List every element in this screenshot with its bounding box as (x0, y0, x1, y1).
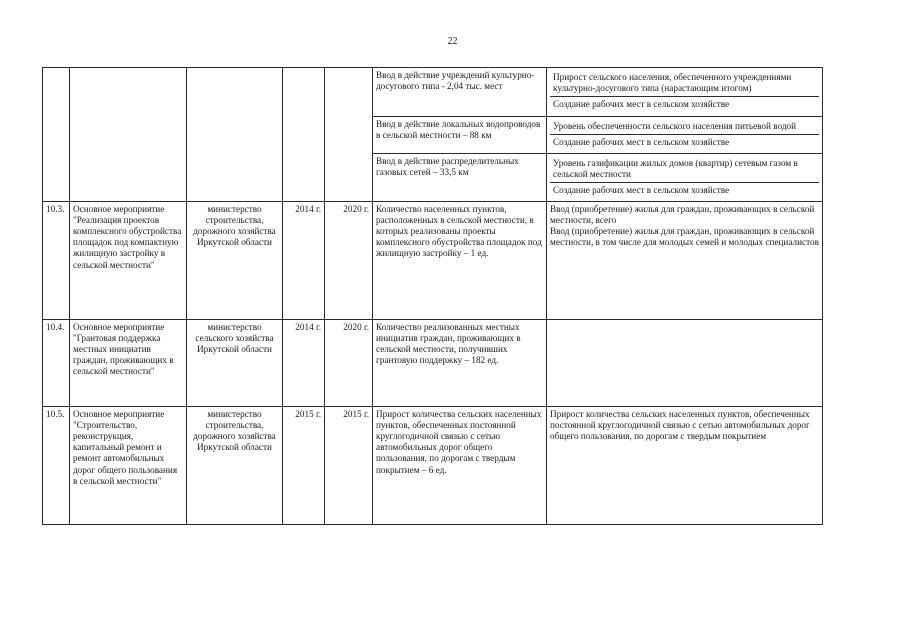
results-cell (547, 117, 823, 154)
name-cell: Основное мероприятие "Реализация проектов комплексного обустройства площадок под компактную жилищную застройку в сельской местности" (70, 201, 187, 319)
results-cell (547, 154, 823, 202)
end-cell (325, 68, 373, 202)
name-cell: Основное мероприятие "Грантовая поддержка местных инициатив граждан, проживающих в сельской местности" (70, 319, 187, 406)
end-cell: 2020 г. (325, 319, 373, 406)
start-cell: 2014 г. (283, 319, 325, 406)
result-item: Прирост сельского населения, обеспеченного учреждениями культурно-досугового типа (нарастающим итогом) (553, 72, 792, 94)
num-cell (43, 68, 70, 202)
end-cell: 2015 г. (325, 406, 373, 524)
result-item: Ввод (приобретение) жилья для граждан, проживающих в сельской местности, всего (550, 203, 815, 225)
result-item: Создание рабочих мест в сельском хозяйстве (550, 182, 819, 198)
indicator-cell: Ввод в действие распределительных газовых сетей – 33,5 км (373, 154, 547, 202)
indicator-cell: Прирост количества сельских населенных пунктов, обеспеченных постоянной круглогодичной связью с сетью автомобильных дорог общего пользования, по дорогам с твердым покрытием – 6 ед. (373, 406, 547, 524)
result-item: Уровень газификации жилых домов (квартир) сетевым газом в сельской местности (553, 158, 798, 180)
results-cell (547, 68, 823, 117)
indicator-cell: Ввод в действие локальных водопроводов в сельской местности – 88 км (373, 117, 547, 154)
program-table (42, 67, 823, 525)
results-cell (547, 406, 823, 524)
table-row (43, 406, 823, 524)
result-item: Создание рабочих мест в сельском хозяйстве (550, 134, 819, 150)
start-cell: 2014 г. (283, 201, 325, 319)
indicator-cell: Ввод в действие учреждений культурно-досугового типа - 2,04 тыс. мест (373, 68, 547, 117)
indicator-cell: Количество реализованных местных инициатив граждан, проживающих в сельской местности, получивших грантовую поддержку – 182 ед. (373, 319, 547, 406)
page-number: 22 (447, 36, 458, 47)
result-item: Ввод (приобретение) жилья для граждан, проживающих в сельской местности, в том числе для молодых семей и молодых специалистов (550, 226, 819, 248)
table-row (43, 68, 823, 117)
result-item: Прирост количества сельских населенных пунктов, обеспеченных постоянной круглогодичной связью с сетью автомобильных дорог общего пользования, по дорогам с твердым покрытием (550, 408, 810, 442)
name-cell: Основное мероприятие "Строительство, реконструкция, капитальный ремонт и ремонт автомобильных дорог общего пользования в сельской местности" (70, 406, 187, 524)
results-cell (547, 201, 823, 319)
executor-cell: министерство строительства, дорожного хозяйства Иркутской области (187, 201, 283, 319)
num-cell: 10.3. (43, 201, 70, 319)
end-cell: 2020 г. (325, 201, 373, 319)
executor-cell: министерство сельского хозяйства Иркутской области (187, 319, 283, 406)
start-cell (283, 68, 325, 202)
table-row (43, 319, 823, 406)
table-row (43, 201, 823, 319)
result-item: Уровень обеспеченности сельского населения питьевой водой (553, 121, 797, 131)
num-cell: 10.5. (43, 406, 70, 524)
executor-cell: министерство строительства, дорожного хозяйства Иркутской области (187, 406, 283, 524)
executor-cell (187, 68, 283, 202)
name-cell (70, 68, 187, 202)
result-item: Создание рабочих мест в сельском хозяйстве (550, 96, 819, 112)
start-cell: 2015 г. (283, 406, 325, 524)
results-cell (547, 319, 823, 406)
num-cell: 10.4. (43, 319, 70, 406)
indicator-cell: Количество населенных пунктов, расположенных в сельской местности, в которых реализованы проекты комплексного обустройства площадок под жилищную застройку – 1 ед. (373, 201, 547, 319)
